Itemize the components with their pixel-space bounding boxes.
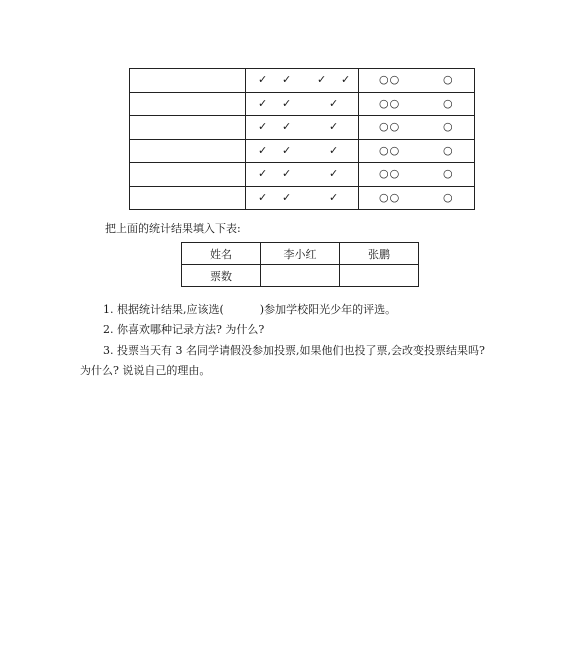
- tally-circles-cell: [359, 186, 475, 210]
- circle-mark: ○: [443, 167, 453, 180]
- check-mark-icon: ✓: [258, 96, 268, 110]
- tally-checks-cell: [246, 186, 359, 210]
- check-mark-icon: ✓: [329, 96, 339, 110]
- result-table: [181, 242, 419, 287]
- check-mark-icon: ✓: [282, 143, 292, 157]
- tally-circles-cell: [359, 92, 475, 116]
- tally-circles-cell: [359, 116, 475, 140]
- table-row: [182, 265, 419, 287]
- circle-marks: ○○: [379, 143, 401, 157]
- header-zhangpeng-cell: 张鹏: [340, 243, 419, 265]
- tally-circles-cell: [359, 163, 475, 187]
- tally-name-cell: [130, 116, 246, 140]
- check-mark-icon: ✓: [282, 96, 292, 110]
- check-mark-icon: ✓: [258, 120, 268, 133]
- votes-zhangpeng-input[interactable]: [340, 265, 419, 287]
- circle-mark: ○: [443, 73, 453, 86]
- check-mark-icon: ✓: [329, 120, 339, 133]
- check-mark-icon: ✓: [282, 120, 292, 133]
- question-1: [103, 301, 396, 317]
- votes-label-cell: 票数: [182, 265, 261, 287]
- check-mark-icon: ✓: [258, 190, 268, 204]
- circle-mark: ○: [443, 190, 453, 204]
- tally-circles-cell: [359, 69, 475, 93]
- check-mark-icon: ✓: [341, 73, 351, 86]
- check-mark-icon: ✓: [329, 167, 339, 180]
- circle-mark: ○: [443, 96, 453, 110]
- tally-checks-cell: [246, 69, 359, 93]
- table-row: [130, 116, 475, 140]
- circle-mark: ○: [443, 120, 453, 133]
- table-row: [130, 69, 475, 93]
- check-mark-icon: ✓: [258, 167, 268, 180]
- circle-marks: ○○: [379, 120, 401, 133]
- check-mark-icon: ✓: [317, 73, 327, 86]
- question-1-after: )参加学校阳光少年的评选。: [259, 303, 397, 316]
- check-mark-icon: ✓: [282, 167, 292, 180]
- check-mark-icon: ✓: [282, 73, 292, 86]
- tally-checks-cell: [246, 163, 359, 187]
- check-mark-icon: ✓: [258, 143, 268, 157]
- header-lixiaohong-cell: 李小红: [261, 243, 340, 265]
- tally-name-cell: [130, 163, 246, 187]
- table-row: [182, 243, 419, 265]
- tally-table: [129, 68, 475, 210]
- circle-marks: ○○: [379, 73, 401, 86]
- check-mark-icon: ✓: [258, 73, 268, 86]
- tally-name-cell: [130, 186, 246, 210]
- table-row: [130, 186, 475, 210]
- circle-marks: ○○: [379, 190, 401, 204]
- check-mark-icon: ✓: [282, 190, 292, 204]
- table-row: [130, 92, 475, 116]
- question-3-line-1: 3. 投票当天有 3 名同学请假没参加投票,如果他们也投了票,会改变投票结果吗?: [103, 344, 485, 357]
- tally-name-cell: [130, 92, 246, 116]
- header-name-cell: 姓名: [182, 243, 261, 265]
- votes-lixiaohong-input[interactable]: [261, 265, 340, 287]
- table-row: [130, 163, 475, 187]
- tally-name-cell: [130, 69, 246, 93]
- tally-name-cell: [130, 139, 246, 163]
- tally-checks-cell: [246, 92, 359, 116]
- question-2: 2. 你喜欢哪种记录方法? 为什么?: [103, 323, 265, 336]
- question-3-line-2: 为什么? 说说自己的理由。: [80, 364, 211, 377]
- circle-mark: ○: [443, 143, 453, 157]
- circle-marks: ○○: [379, 96, 401, 110]
- circle-marks: ○○: [379, 167, 401, 180]
- instruction-text: 把上面的统计结果填入下表:: [105, 222, 241, 235]
- tally-checks-cell: [246, 139, 359, 163]
- question-1-before: 1. 根据统计结果,应该选(: [103, 303, 224, 316]
- check-mark-icon: ✓: [329, 143, 339, 157]
- tally-circles-cell: [359, 139, 475, 163]
- tally-checks-cell: [246, 116, 359, 140]
- check-mark-icon: ✓: [329, 190, 339, 204]
- table-row: [130, 139, 475, 163]
